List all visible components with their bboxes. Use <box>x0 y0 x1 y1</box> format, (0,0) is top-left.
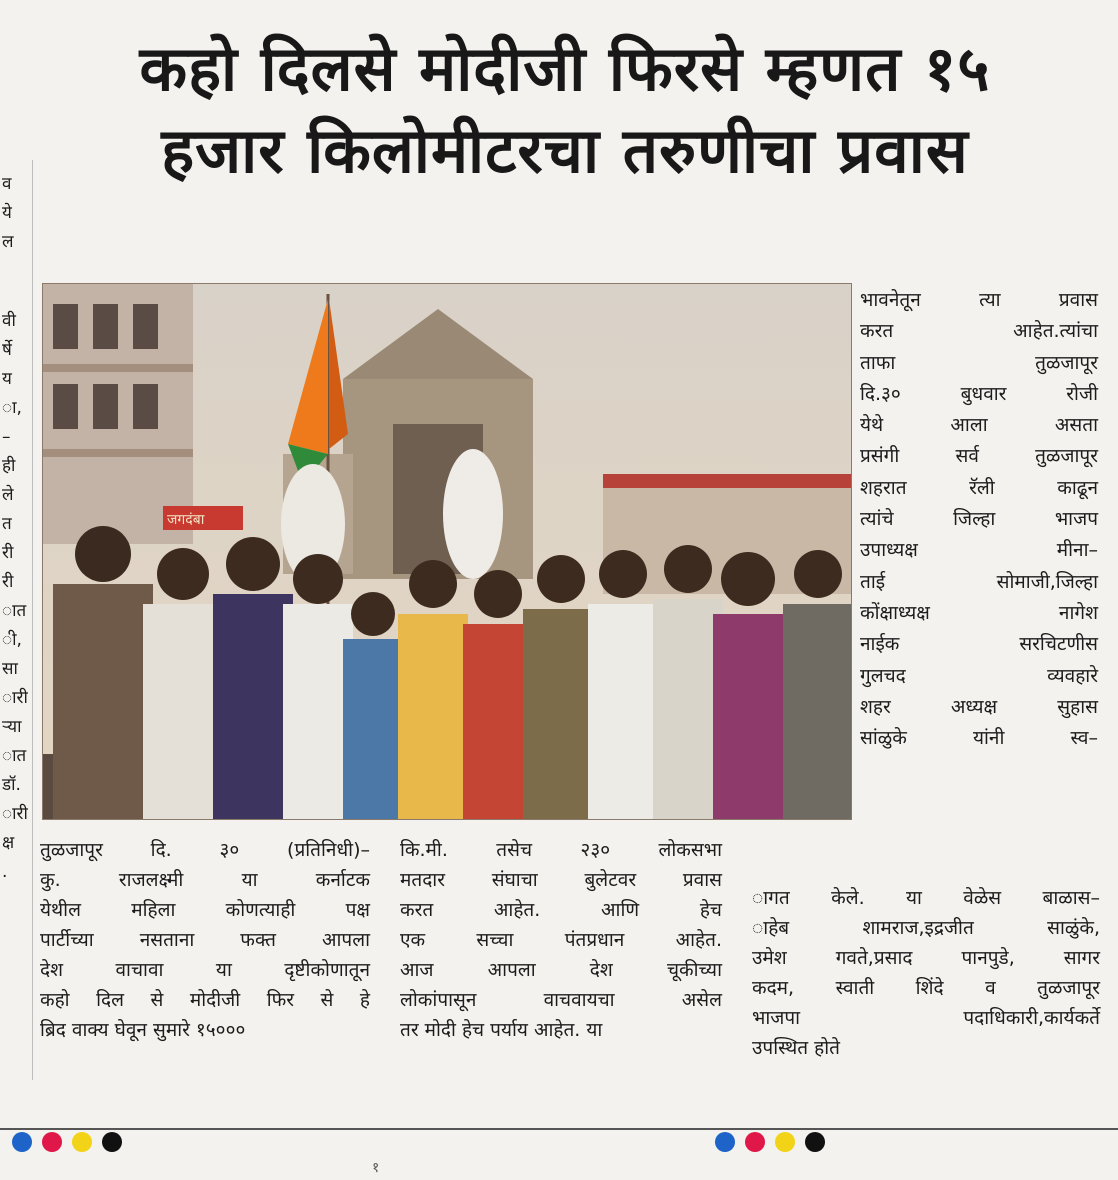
text-line: आज आपला देश चूकीच्या <box>400 959 722 981</box>
gutter-fragment: ी, <box>2 630 22 650</box>
text-line: तर मोदी हेच पर्याय आहेत. या <box>400 1019 603 1041</box>
gutter-fragment: . <box>2 862 8 882</box>
text-line: कहो दिल से मोदीजी फिर से हे <box>40 989 370 1011</box>
bottom-rule <box>0 1128 1118 1130</box>
gutter-fragment: ा, <box>2 398 22 418</box>
text-line: कि.मी. तसेच २३० लोकसभा <box>400 839 722 861</box>
news-photo <box>42 283 852 820</box>
text-line: कु. राजलक्ष्मी या कर्नाटक <box>40 869 370 891</box>
registration-dot <box>102 1132 122 1152</box>
registration-dot <box>805 1132 825 1152</box>
text-line: शहरात रॅली काढून <box>860 476 1098 499</box>
text-line: लोकांपासून वाचवायचा असेल <box>400 989 722 1011</box>
text-line: ताई सोमाजी,जिल्हा <box>860 570 1098 593</box>
text-line: ब्रिद वाक्य घेवून सुमारे १५००० <box>40 1019 246 1041</box>
text-line: उपस्थित होते <box>752 1037 840 1059</box>
text-line: एक सच्चा पंतप्रधान आहेत. <box>400 929 722 951</box>
shop-banner-text: जगदंबा <box>167 512 205 528</box>
gutter-fragment: व <box>2 174 12 194</box>
gutter-fragment: डॉ. <box>2 775 21 795</box>
registration-marks-right <box>715 1132 825 1152</box>
registration-dot <box>72 1132 92 1152</box>
registration-dot <box>745 1132 765 1152</box>
text-line: उपाध्यक्ष मीना– <box>860 539 1098 562</box>
text-line: देश वाचावा या दृष्टीकोणातून <box>40 959 370 981</box>
text-line: दि.३० बुधवार रोजी <box>860 382 1098 405</box>
text-line: कोंक्षाध्यक्ष नागेश <box>860 601 1098 624</box>
gutter-fragment: ही <box>2 456 16 476</box>
text-line: ाहेब शामराज,इद्रजीत साळुंके, <box>752 917 1100 939</box>
text-line: भाजपा पदाधिकारी,कार्यकर्ते <box>752 1007 1100 1029</box>
gutter-fragment: री <box>2 572 14 592</box>
text-line: सांळुके यांनी स्व– <box>860 727 1098 750</box>
text-line: ागत केले. या वेळेस बाळास– <box>752 887 1100 909</box>
registration-marks-left <box>12 1132 122 1152</box>
gutter-fragment: य <box>2 369 12 389</box>
gutter-fragment: – <box>2 427 11 447</box>
gutter-fragment: ारी <box>2 688 28 708</box>
gutter-fragment: ात <box>2 601 27 621</box>
body-column-2 <box>400 835 722 1045</box>
text-line: पार्टीच्या नसताना फक्त आपला <box>40 929 370 951</box>
text-line: कदम, स्वाती शिंदे व तुळजापूर <box>752 977 1100 999</box>
gutter-fragment <box>2 257 28 307</box>
headline-line-2: हजार किलोमीटरचा तरुणीचा प्रवास <box>161 114 969 187</box>
statue-right <box>443 449 503 579</box>
gutter-fragment: ले <box>2 485 14 505</box>
body-column-1 <box>40 835 370 1045</box>
headline-line-1: कहो दिलसे मोदीजी फिरसे म्हणत १५ <box>139 32 991 105</box>
text-line: करत आहेत.त्यांचा <box>860 320 1098 343</box>
text-line: नाईक सरचिटणीस <box>860 633 1098 656</box>
text-line: त्यांचे जिल्हा भाजप <box>860 508 1098 531</box>
body-column-right <box>860 285 1098 754</box>
gutter-fragment: त <box>2 514 12 534</box>
text-line: येथील महिला कोणत्याही पक्ष <box>40 899 370 921</box>
gutter-fragment: ारी <box>2 804 28 824</box>
text-line: शहर अध्यक्ष सुहास <box>860 695 1098 718</box>
body-column-3 <box>752 883 1100 1063</box>
gutter-fragment: सा <box>2 659 18 679</box>
gutter-fragment: र्षे <box>2 340 12 360</box>
text-line: येथे आला असता <box>860 414 1098 437</box>
gutter-fragment: क्ष <box>2 833 15 853</box>
headline <box>45 30 1085 194</box>
column-divider <box>32 160 33 1080</box>
gutter-fragment: ऱ्या <box>2 717 22 737</box>
page-mark: १ <box>372 1160 380 1176</box>
gutter-fragment: वी <box>2 311 16 331</box>
text-line: उमेश गवते,प्रसाद पानपुडे, सागर <box>752 947 1100 969</box>
gutter-fragment: री <box>2 543 14 563</box>
registration-dot <box>715 1132 735 1152</box>
registration-dot <box>42 1132 62 1152</box>
text-line: भावनेतून त्या प्रवास <box>860 289 1098 311</box>
text-line: तुळजापूर दि. ३० (प्रतिनिधी)– <box>40 839 370 861</box>
left-column-fragment <box>2 170 28 887</box>
gutter-fragment: ल <box>2 232 14 252</box>
photo-illustration <box>43 284 851 819</box>
text-line: करत आहेत. आणि हेच <box>400 899 722 921</box>
text-line: गुलचद व्यवहारे <box>860 664 1098 687</box>
gutter-fragment: ये <box>2 203 12 223</box>
crowd <box>53 526 851 819</box>
gutter-fragment: ात <box>2 746 27 766</box>
left-building <box>43 284 193 544</box>
registration-dot <box>12 1132 32 1152</box>
right-building-banner <box>603 474 851 488</box>
text-line: मतदार संघाचा बुलेटवर प्रवास <box>400 869 722 891</box>
registration-dot <box>775 1132 795 1152</box>
text-line: ताफा तुळजापूर <box>860 351 1098 374</box>
text-line: प्रसंगी सर्व तुळजापूर <box>860 445 1098 468</box>
